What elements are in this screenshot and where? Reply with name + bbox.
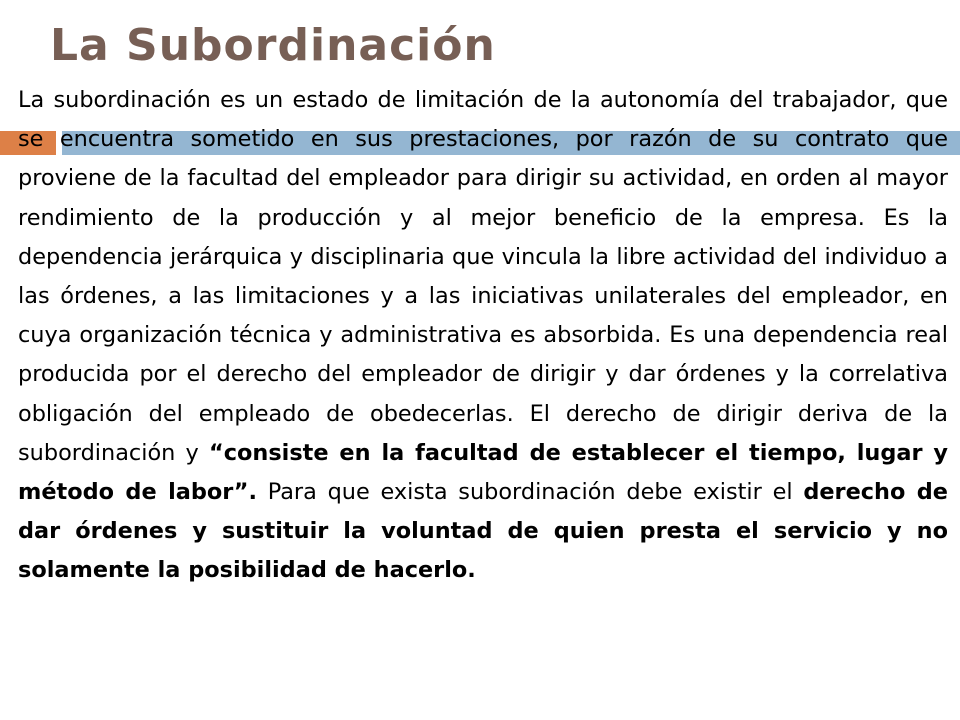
paragraph-quote-bold: “consiste en la facultad de establecer el tiempo, lugar y método de labor”.: [18, 439, 948, 506]
paragraph-intro: La subordinación es un estado de limitación de la autonomía del trabajador, que se encuentra sometido en sus prestaciones, por razón de su contrato que proviene de la facultad del empleador para dirigir su actividad, en orden al mayor rendimiento de la producción y al mejor beneficio de la empresa. Es la dependencia jerárquica y disciplinaria que vincula la libre actividad del individuo a las órdenes, a las limitaciones y a las iniciativas unilaterales del empleador, en cuya organización técnica y administrativa es absorbida. Es una dependencia real producida por el derecho del empleador de dirigir y dar órdenes y la correlativa obligación del empleado de obedecerlas. El derecho de dirigir deriva de la subordinación y: [18, 87, 948, 466]
paragraph-closing-bold: derecho de dar órdenes y sustituir la voluntad de quien presta el servicio y no solamente la posibilidad de hacerlo.: [18, 479, 948, 584]
paragraph-middle: Para que exista subordinación debe existir el: [256, 479, 804, 506]
slide-title: La Subordinación: [50, 20, 496, 71]
body-paragraph: [18, 81, 948, 591]
